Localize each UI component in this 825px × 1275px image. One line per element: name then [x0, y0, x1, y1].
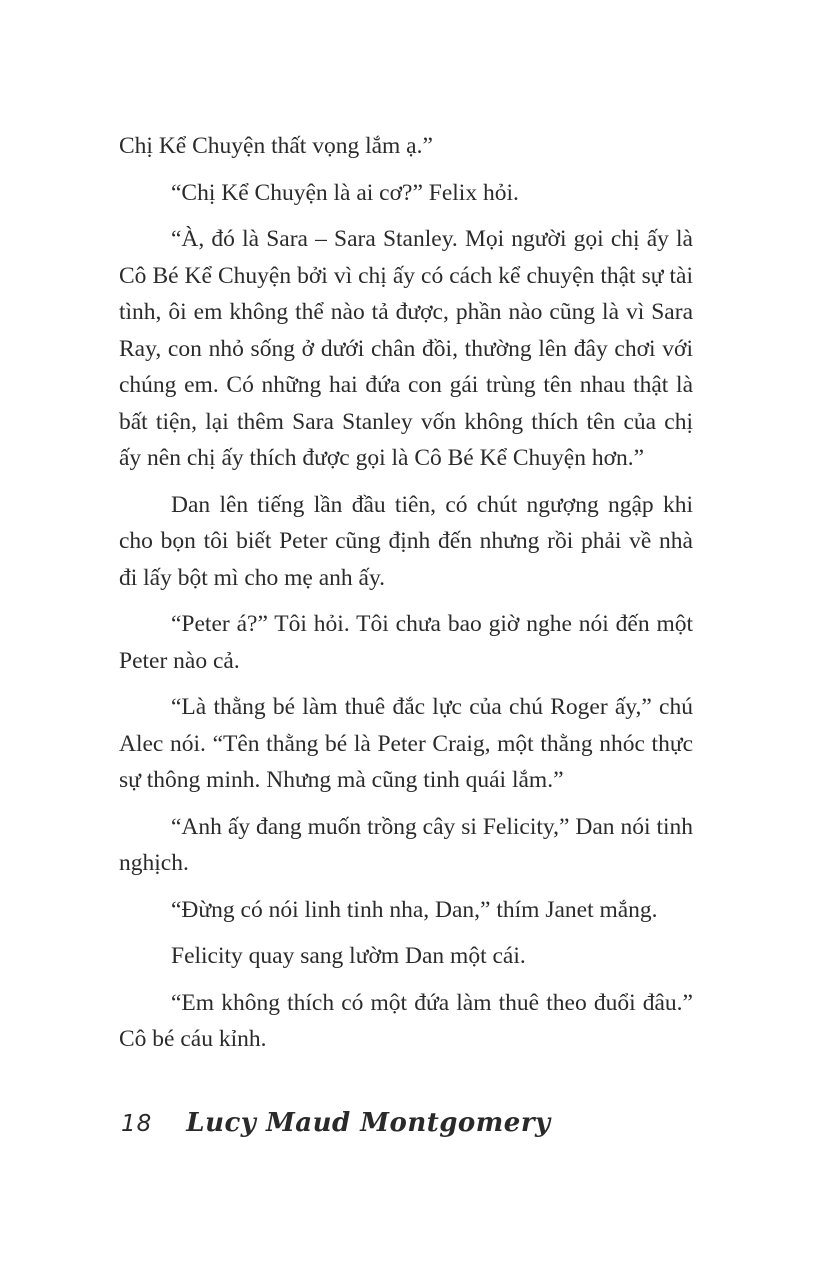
paragraph: “Anh ấy đang muốn trồng cây si Felicity,” Dan nói tinh nghịch. [119, 813, 693, 876]
paragraph: Dan lên tiếng lần đầu tiên, có chút ngượng ngập khi cho bọn tôi biết Peter cũng định đến nhưng rồi phải về nhà đi lấy bột mì cho mẹ anh ấy. [119, 491, 693, 591]
body-text [119, 128, 693, 1068]
paragraph: Chị Kể Chuyện thất vọng lắm ạ.” [119, 133, 433, 159]
paragraph: “Em không thích có một đứa làm thuê theo đuổi đâu.” Cô bé cáu kỉnh. [119, 989, 693, 1052]
paragraph: “À, đó là Sara – Sara Stanley. Mọi người gọi chị ấy là Cô Bé Kể Chuyện bởi vì chị ấy có cách kể chuyện thật sự tài tình, ôi em không thể nào tả được, phần nào cũng là vì Sara Ray, con nhỏ sống ở dưới chân đồi, thường lên đây chơi với chúng em. Có những hai đứa con gái trùng tên nhau thật là bất tiện, lại thêm Sara Stanley vốn không thích tên của chị ấy nên chị ấy thích được gọi là Cô Bé Kể Chuyện hơn.” [119, 226, 693, 471]
paragraph: Felicity quay sang lườm Dan một cái. [171, 943, 526, 969]
paragraph: “Peter á?” Tôi hỏi. Tôi chưa bao giờ nghe nói đến một Peter nào cả. [119, 611, 693, 674]
paragraph: “Chị Kể Chuyện là ai cơ?” Felix hỏi. [171, 179, 519, 206]
paragraph: “Là thằng bé làm thuê đắc lực của chú Roger ấy,” chú Alec nói. “Tên thằng bé là Peter Craig, một thằng nhóc thực sự thông minh. Nhưng mà cũng tinh quái lắm.” [119, 694, 693, 793]
paragraph: “Đừng có nói linh tinh nha, Dan,” thím Janet mắng. [171, 896, 658, 923]
page-footer [121, 1108, 695, 1138]
running-footer-author: Lucy Maud Montgomery [186, 1108, 551, 1138]
page-number: 18 [121, 1111, 153, 1137]
